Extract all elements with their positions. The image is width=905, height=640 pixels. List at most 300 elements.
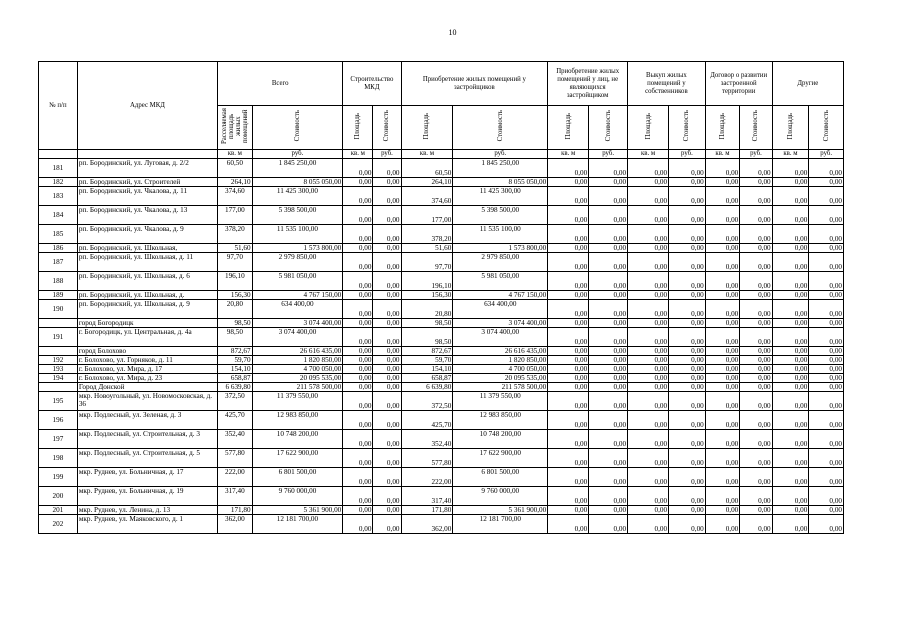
subheader-area: Площадь — [705, 106, 740, 150]
nondev-cost: 0,00 — [589, 374, 628, 383]
total-cost: 211 578 500,00 — [252, 383, 343, 392]
address-cell: мкр. Подлесный, ул. Зеленая, д. 3 — [77, 411, 217, 430]
contract-area: 0,00 — [705, 365, 740, 374]
other-cost: 0,00 — [809, 178, 844, 187]
contract-area: 0,00 — [705, 449, 740, 468]
dev-purchase-area: 51,60 — [401, 244, 453, 253]
subheader-area-resettled: Расселяемая площадь жилых помещений — [218, 106, 253, 150]
other-cost: 0,00 — [809, 487, 844, 506]
total-cost: 11 535 100,00 — [252, 225, 343, 244]
nondev-area: 0,00 — [548, 300, 589, 319]
contract-area: 0,00 — [705, 300, 740, 319]
construction-cost: 0,00 — [373, 411, 401, 430]
table-row — [39, 392, 844, 411]
buyout-cost: 0,00 — [669, 206, 706, 225]
buyout-cost: 0,00 — [669, 392, 706, 411]
table-row — [39, 291, 844, 300]
table-row — [39, 187, 844, 206]
buyout-cost: 0,00 — [669, 365, 706, 374]
table-row — [39, 300, 844, 319]
contract-cost: 0,00 — [740, 506, 772, 515]
dev-purchase-cost: 211 578 500,00 — [453, 383, 548, 392]
other-area: 0,00 — [772, 347, 809, 356]
dev-purchase-cost: 3 074 400,00 — [453, 328, 548, 347]
other-area: 0,00 — [772, 468, 809, 487]
header-total: Всего — [218, 62, 343, 106]
total-cost: 1 845 250,00 — [252, 159, 343, 178]
construction-cost: 0,00 — [373, 225, 401, 244]
subheader-cost: Стоимость — [809, 106, 844, 150]
nondev-area: 0,00 — [548, 178, 589, 187]
contract-cost: 0,00 — [740, 365, 772, 374]
city-subtotal-row — [39, 319, 844, 328]
dev-purchase-area: 425,70 — [401, 411, 453, 430]
other-area: 0,00 — [772, 159, 809, 178]
buyout-area: 0,00 — [628, 356, 669, 365]
contract-area: 0,00 — [705, 506, 740, 515]
buyout-cost: 0,00 — [669, 430, 706, 449]
page-number: 10 — [448, 28, 457, 37]
construction-cost: 0,00 — [373, 253, 401, 272]
nondev-cost: 0,00 — [589, 392, 628, 411]
nondev-cost: 0,00 — [589, 178, 628, 187]
contract-cost: 0,00 — [740, 515, 772, 534]
unit-label: руб. — [453, 150, 548, 159]
other-cost: 0,00 — [809, 356, 844, 365]
subheader-area: Площадь — [401, 106, 453, 150]
contract-area: 0,00 — [705, 468, 740, 487]
buyout-area: 0,00 — [628, 225, 669, 244]
row-number — [39, 383, 78, 392]
nondev-cost: 0,00 — [589, 356, 628, 365]
total-area: 372,50 — [218, 392, 253, 411]
units-blank — [39, 150, 78, 159]
unit-label: кв. м — [343, 150, 373, 159]
dev-purchase-cost: 1 845 250,00 — [453, 159, 548, 178]
contract-cost: 0,00 — [740, 392, 772, 411]
dev-purchase-cost: 9 760 000,00 — [453, 487, 548, 506]
other-area: 0,00 — [772, 178, 809, 187]
nondev-cost: 0,00 — [589, 319, 628, 328]
buyout-cost: 0,00 — [669, 356, 706, 365]
contract-cost: 0,00 — [740, 487, 772, 506]
other-area: 0,00 — [772, 253, 809, 272]
other-area: 0,00 — [772, 291, 809, 300]
table-row — [39, 244, 844, 253]
construction-cost: 0,00 — [373, 374, 401, 383]
dev-purchase-area: 374,60 — [401, 187, 453, 206]
address-cell: рп. Бородинский, ул. Школьная, д. 6 — [77, 272, 217, 291]
other-cost: 0,00 — [809, 253, 844, 272]
nondev-cost: 0,00 — [589, 159, 628, 178]
contract-area: 0,00 — [705, 187, 740, 206]
dev-purchase-area: 222,00 — [401, 468, 453, 487]
contract-area: 0,00 — [705, 272, 740, 291]
dev-purchase-area: 20,80 — [401, 300, 453, 319]
buyout-cost: 0,00 — [669, 244, 706, 253]
subheader-area: Площадь — [343, 106, 373, 150]
total-area: 196,10 — [218, 272, 253, 291]
mkd-resettlement-table — [38, 61, 844, 534]
dev-purchase-cost: 26 616 435,00 — [453, 347, 548, 356]
nondev-area: 0,00 — [548, 225, 589, 244]
address-cell: рп. Бородинский, ул. Чкалова, д. 9 — [77, 225, 217, 244]
nondev-cost: 0,00 — [589, 506, 628, 515]
dev-purchase-cost: 5 361 900,00 — [453, 506, 548, 515]
dev-purchase-cost: 2 979 850,00 — [453, 253, 548, 272]
total-cost: 4 767 150,00 — [252, 291, 343, 300]
row-number: 185 — [39, 225, 78, 244]
contract-area: 0,00 — [705, 392, 740, 411]
address-cell: рп. Бородинский, ул. Чкалова, д. 11 — [77, 187, 217, 206]
nondev-area: 0,00 — [548, 291, 589, 300]
buyout-cost: 0,00 — [669, 319, 706, 328]
unit-label: руб. — [809, 150, 844, 159]
total-area: 98,50 — [218, 319, 253, 328]
buyout-cost: 0,00 — [669, 187, 706, 206]
address-cell: г. Болохово, ул. Горняков, д. 11 — [77, 356, 217, 365]
total-cost: 26 616 435,00 — [252, 347, 343, 356]
header-address: Адрес МКД — [77, 62, 217, 150]
buyout-area: 0,00 — [628, 187, 669, 206]
dev-purchase-area: 372,50 — [401, 392, 453, 411]
other-cost: 0,00 — [809, 365, 844, 374]
city-subtotal-row — [39, 383, 844, 392]
construction-area: 0,00 — [343, 383, 373, 392]
other-area: 0,00 — [772, 515, 809, 534]
total-cost: 6 801 500,00 — [252, 468, 343, 487]
buyout-cost: 0,00 — [669, 159, 706, 178]
construction-area: 0,00 — [343, 449, 373, 468]
buyout-cost: 0,00 — [669, 449, 706, 468]
contract-area: 0,00 — [705, 411, 740, 430]
nondev-area: 0,00 — [548, 244, 589, 253]
construction-area: 0,00 — [343, 347, 373, 356]
construction-area: 0,00 — [343, 487, 373, 506]
contract-cost: 0,00 — [740, 468, 772, 487]
dev-purchase-cost: 10 748 200,00 — [453, 430, 548, 449]
unit-label: руб. — [252, 150, 343, 159]
unit-label: руб. — [589, 150, 628, 159]
address-cell: г. Болохово, ул. Мира, д. 23 — [77, 374, 217, 383]
subheader-area: Площадь — [548, 106, 589, 150]
nondev-cost: 0,00 — [589, 515, 628, 534]
other-area: 0,00 — [772, 411, 809, 430]
nondev-cost: 0,00 — [589, 411, 628, 430]
total-cost: 5 398 500,00 — [252, 206, 343, 225]
contract-area: 0,00 — [705, 178, 740, 187]
total-area: 362,00 — [218, 515, 253, 534]
buyout-area: 0,00 — [628, 159, 669, 178]
contract-area: 0,00 — [705, 515, 740, 534]
address-cell: рп. Бородинский, ул. Луговая, д. 2/2 — [77, 159, 217, 178]
other-area: 0,00 — [772, 374, 809, 383]
total-area: 6 639,80 — [218, 383, 253, 392]
row-number: 199 — [39, 468, 78, 487]
total-cost: 9 760 000,00 — [252, 487, 343, 506]
table-row — [39, 178, 844, 187]
buyout-cost: 0,00 — [669, 328, 706, 347]
table-row — [39, 430, 844, 449]
row-number: 190 — [39, 300, 78, 319]
subheader-cost: Стоимость — [373, 106, 401, 150]
total-cost: 17 622 900,00 — [252, 449, 343, 468]
contract-cost: 0,00 — [740, 225, 772, 244]
subheader-area: Площадь — [628, 106, 669, 150]
nondev-area: 0,00 — [548, 347, 589, 356]
dev-purchase-area: 577,80 — [401, 449, 453, 468]
buyout-cost: 0,00 — [669, 253, 706, 272]
total-area: 658,87 — [218, 374, 253, 383]
other-cost: 0,00 — [809, 187, 844, 206]
row-number: 192 — [39, 356, 78, 365]
address-cell: г. Богородицк, ул. Центральная, д. 4а — [77, 328, 217, 347]
address-cell: мкр. Руднев, ул. Ленина, д. 13 — [77, 506, 217, 515]
buyout-area: 0,00 — [628, 178, 669, 187]
row-number: 201 — [39, 506, 78, 515]
nondev-area: 0,00 — [548, 515, 589, 534]
dev-purchase-cost: 11 379 550,00 — [453, 392, 548, 411]
nondev-cost: 0,00 — [589, 383, 628, 392]
contract-area: 0,00 — [705, 430, 740, 449]
construction-cost: 0,00 — [373, 272, 401, 291]
buyout-area: 0,00 — [628, 515, 669, 534]
total-area: 171,80 — [218, 506, 253, 515]
construction-cost: 0,00 — [373, 328, 401, 347]
contract-cost: 0,00 — [740, 187, 772, 206]
construction-area: 0,00 — [343, 411, 373, 430]
dev-purchase-cost: 6 801 500,00 — [453, 468, 548, 487]
other-area: 0,00 — [772, 506, 809, 515]
other-cost: 0,00 — [809, 225, 844, 244]
other-area: 0,00 — [772, 356, 809, 365]
row-number: 202 — [39, 515, 78, 534]
construction-cost: 0,00 — [373, 430, 401, 449]
other-cost: 0,00 — [809, 449, 844, 468]
unit-label: кв. м — [401, 150, 453, 159]
nondev-area: 0,00 — [548, 187, 589, 206]
total-cost: 20 095 535,00 — [252, 374, 343, 383]
row-number: 184 — [39, 206, 78, 225]
contract-area: 0,00 — [705, 159, 740, 178]
total-area: 97,70 — [218, 253, 253, 272]
construction-area: 0,00 — [343, 178, 373, 187]
table-row — [39, 328, 844, 347]
row-number: 182 — [39, 178, 78, 187]
dev-purchase-cost: 20 095 535,00 — [453, 374, 548, 383]
construction-area: 0,00 — [343, 300, 373, 319]
total-cost: 3 074 400,00 — [252, 319, 343, 328]
nondev-area: 0,00 — [548, 487, 589, 506]
nondev-cost: 0,00 — [589, 347, 628, 356]
dev-purchase-area: 872,67 — [401, 347, 453, 356]
buyout-cost: 0,00 — [669, 225, 706, 244]
row-number: 187 — [39, 253, 78, 272]
buyout-cost: 0,00 — [669, 272, 706, 291]
other-area: 0,00 — [772, 430, 809, 449]
dev-purchase-area: 362,00 — [401, 515, 453, 534]
other-area: 0,00 — [772, 244, 809, 253]
other-cost: 0,00 — [809, 319, 844, 328]
nondev-cost: 0,00 — [589, 206, 628, 225]
table-row — [39, 225, 844, 244]
nondev-cost: 0,00 — [589, 253, 628, 272]
nondev-area: 0,00 — [548, 272, 589, 291]
total-area: 222,00 — [218, 468, 253, 487]
buyout-area: 0,00 — [628, 365, 669, 374]
address-cell: Город Донской — [77, 383, 217, 392]
address-cell: г. Болохово, ул. Мира, д. 17 — [77, 365, 217, 374]
table-row — [39, 206, 844, 225]
construction-area: 0,00 — [343, 356, 373, 365]
construction-cost: 0,00 — [373, 159, 401, 178]
dev-purchase-cost: 1 573 800,00 — [453, 244, 548, 253]
buyout-area: 0,00 — [628, 244, 669, 253]
address-cell: мкр. Подлесный, ул. Строительная, д. 5 — [77, 449, 217, 468]
construction-area: 0,00 — [343, 159, 373, 178]
contract-cost: 0,00 — [740, 383, 772, 392]
row-number: 195 — [39, 392, 78, 411]
construction-cost: 0,00 — [373, 319, 401, 328]
row-number: 193 — [39, 365, 78, 374]
dev-purchase-area: 97,70 — [401, 253, 453, 272]
row-number: 189 — [39, 291, 78, 300]
nondev-cost: 0,00 — [589, 487, 628, 506]
total-cost: 11 425 300,00 — [252, 187, 343, 206]
construction-cost: 0,00 — [373, 300, 401, 319]
buyout-area: 0,00 — [628, 347, 669, 356]
header-num: № п/п — [39, 62, 78, 150]
dev-purchase-cost: 11 535 100,00 — [453, 225, 548, 244]
nondev-cost: 0,00 — [589, 291, 628, 300]
contract-area: 0,00 — [705, 383, 740, 392]
construction-area: 0,00 — [343, 328, 373, 347]
contract-area: 0,00 — [705, 253, 740, 272]
nondev-cost: 0,00 — [589, 225, 628, 244]
total-cost: 5 361 900,00 — [252, 506, 343, 515]
nondev-cost: 0,00 — [589, 328, 628, 347]
buyout-area: 0,00 — [628, 253, 669, 272]
construction-area: 0,00 — [343, 506, 373, 515]
table-row — [39, 159, 844, 178]
nondev-area: 0,00 — [548, 449, 589, 468]
nondev-area: 0,00 — [548, 319, 589, 328]
subheader-cost: Стоимость — [453, 106, 548, 150]
other-area: 0,00 — [772, 300, 809, 319]
construction-cost: 0,00 — [373, 178, 401, 187]
unit-label: руб. — [373, 150, 401, 159]
buyout-cost: 0,00 — [669, 487, 706, 506]
address-cell: город Болохово — [77, 347, 217, 356]
other-cost: 0,00 — [809, 159, 844, 178]
dev-purchase-area: 156,30 — [401, 291, 453, 300]
total-area: 264,10 — [218, 178, 253, 187]
total-area: 154,10 — [218, 365, 253, 374]
total-area: 51,60 — [218, 244, 253, 253]
total-cost: 8 055 050,00 — [252, 178, 343, 187]
dev-purchase-cost: 17 622 900,00 — [453, 449, 548, 468]
dev-purchase-cost: 4 767 150,00 — [453, 291, 548, 300]
table-row — [39, 374, 844, 383]
construction-cost: 0,00 — [373, 347, 401, 356]
address-cell: рп. Бородинский, ул. Строителей — [77, 178, 217, 187]
other-area: 0,00 — [772, 319, 809, 328]
dev-purchase-area: 154,10 — [401, 365, 453, 374]
header-construction: Строительство МКД — [343, 62, 401, 106]
contract-area: 0,00 — [705, 374, 740, 383]
buyout-area: 0,00 — [628, 383, 669, 392]
total-area: 177,00 — [218, 206, 253, 225]
total-area: 156,30 — [218, 291, 253, 300]
dev-purchase-area: 98,50 — [401, 328, 453, 347]
dev-purchase-area: 6 639,80 — [401, 383, 453, 392]
row-number — [39, 347, 78, 356]
address-cell: мкр. Руднев, ул. Больничная, д. 17 — [77, 468, 217, 487]
table-row — [39, 468, 844, 487]
buyout-cost: 0,00 — [669, 506, 706, 515]
units-blank — [77, 150, 217, 159]
address-cell: рп. Бородинский, ул. Школьная, д. 11 — [77, 253, 217, 272]
header-purchase-developers: Приобретение жилых помещений у застройщиков — [401, 62, 548, 106]
buyout-area: 0,00 — [628, 319, 669, 328]
table-row — [39, 506, 844, 515]
nondev-cost: 0,00 — [589, 430, 628, 449]
other-area: 0,00 — [772, 187, 809, 206]
other-cost: 0,00 — [809, 430, 844, 449]
other-cost: 0,00 — [809, 347, 844, 356]
total-area: 378,20 — [218, 225, 253, 244]
total-cost: 1 820 850,00 — [252, 356, 343, 365]
row-number — [39, 319, 78, 328]
total-cost: 11 379 550,00 — [252, 392, 343, 411]
buyout-cost: 0,00 — [669, 383, 706, 392]
nondev-cost: 0,00 — [589, 300, 628, 319]
construction-area: 0,00 — [343, 430, 373, 449]
construction-cost: 0,00 — [373, 449, 401, 468]
other-cost: 0,00 — [809, 392, 844, 411]
buyout-area: 0,00 — [628, 487, 669, 506]
row-number: 183 — [39, 187, 78, 206]
buyout-area: 0,00 — [628, 328, 669, 347]
dev-purchase-cost: 5 981 050,00 — [453, 272, 548, 291]
construction-cost: 0,00 — [373, 365, 401, 374]
nondev-area: 0,00 — [548, 159, 589, 178]
contract-cost: 0,00 — [740, 244, 772, 253]
contract-area: 0,00 — [705, 356, 740, 365]
address-cell: мкр. Руднев, ул. Маяковского, д. 1 — [77, 515, 217, 534]
construction-cost: 0,00 — [373, 487, 401, 506]
contract-cost: 0,00 — [740, 430, 772, 449]
nondev-cost: 0,00 — [589, 244, 628, 253]
other-area: 0,00 — [772, 328, 809, 347]
nondev-area: 0,00 — [548, 253, 589, 272]
other-cost: 0,00 — [809, 291, 844, 300]
contract-area: 0,00 — [705, 291, 740, 300]
other-cost: 0,00 — [809, 411, 844, 430]
total-area: 60,50 — [218, 159, 253, 178]
contract-area: 0,00 — [705, 244, 740, 253]
dev-purchase-area: 171,80 — [401, 506, 453, 515]
contract-cost: 0,00 — [740, 411, 772, 430]
dev-purchase-cost: 8 055 050,00 — [453, 178, 548, 187]
row-number: 197 — [39, 430, 78, 449]
other-area: 0,00 — [772, 449, 809, 468]
construction-cost: 0,00 — [373, 515, 401, 534]
dev-purchase-area: 59,70 — [401, 356, 453, 365]
unit-label: руб. — [669, 150, 706, 159]
contract-cost: 0,00 — [740, 374, 772, 383]
unit-label: кв. м — [705, 150, 740, 159]
